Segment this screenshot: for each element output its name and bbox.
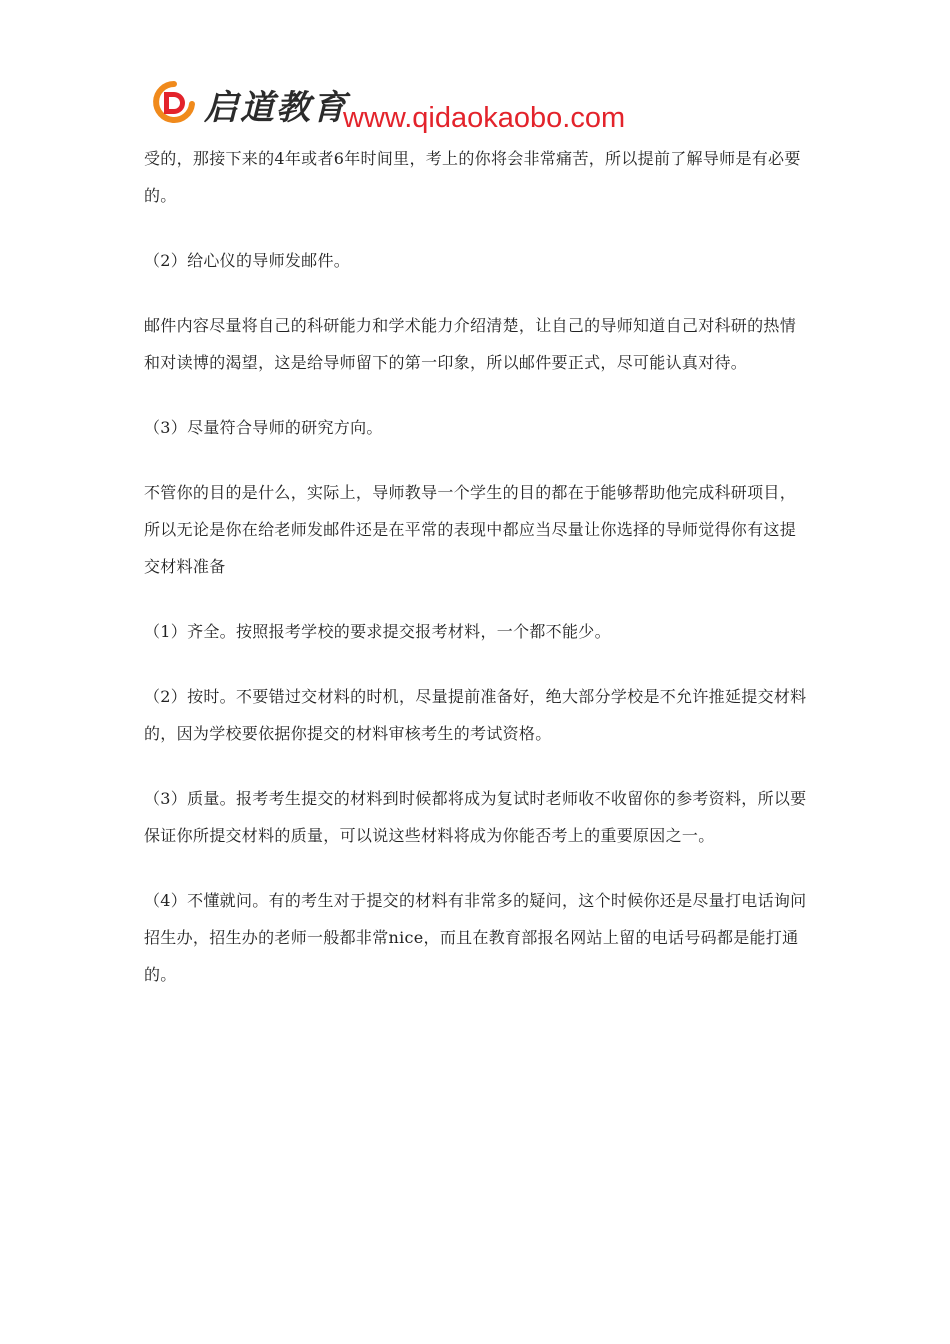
- document-body: [144, 140, 810, 993]
- website-url[interactable]: www.qidaokaobo.com: [343, 102, 626, 134]
- brand-name: 启道教育: [204, 88, 348, 128]
- paragraph: （4）不懂就问。有的考生对于提交的材料有非常多的疑问，这个时候你还是尽量打电话询问招生办，招生办的老师一般都非常nice，而且在教育部报名网站上留的电话号码都是能打通的。: [144, 891, 807, 984]
- paragraph: 不管你的目的是什么，实际上，导师教导一个学生的目的都在于能够帮助他完成科研项目，所以无论是你在给老师发邮件还是在平常的表现中都应当尽量让你选择的导师觉得你有这提交材料准备: [144, 483, 797, 576]
- paragraph: （2）给心仪的导师发邮件。: [144, 251, 351, 270]
- paragraph: （2）按时。不要错过交材料的时机，尽量提前准备好，绝大部分学校是不允许推延提交材料的，因为学校要依据你提交的材料审核考生的考试资格。: [144, 687, 807, 743]
- paragraph: 邮件内容尽量将自己的科研能力和学术能力介绍清楚，让自己的导师知道自己对科研的热情和对读博的渴望，这是给导师留下的第一印象，所以邮件要正式，尽可能认真对待。: [144, 316, 797, 372]
- qidao-logo-icon: [150, 80, 198, 124]
- paragraph: 受的，那接下来的4年或者6年时间里，考上的你将会非常痛苦，所以提前了解导师是有必要的。: [144, 149, 801, 205]
- page-header: [150, 76, 670, 138]
- paragraph: （3）尽量符合导师的研究方向。: [144, 418, 383, 437]
- paragraph: （1）齐全。按照报考学校的要求提交报考材料，一个都不能少。: [144, 622, 611, 641]
- paragraph: （3）质量。报考考生提交的材料到时候都将成为复试时老师收不收留你的参考资料，所以要保证你所提交材料的质量，可以说这些材料将成为你能否考上的重要原因之一。: [144, 789, 807, 845]
